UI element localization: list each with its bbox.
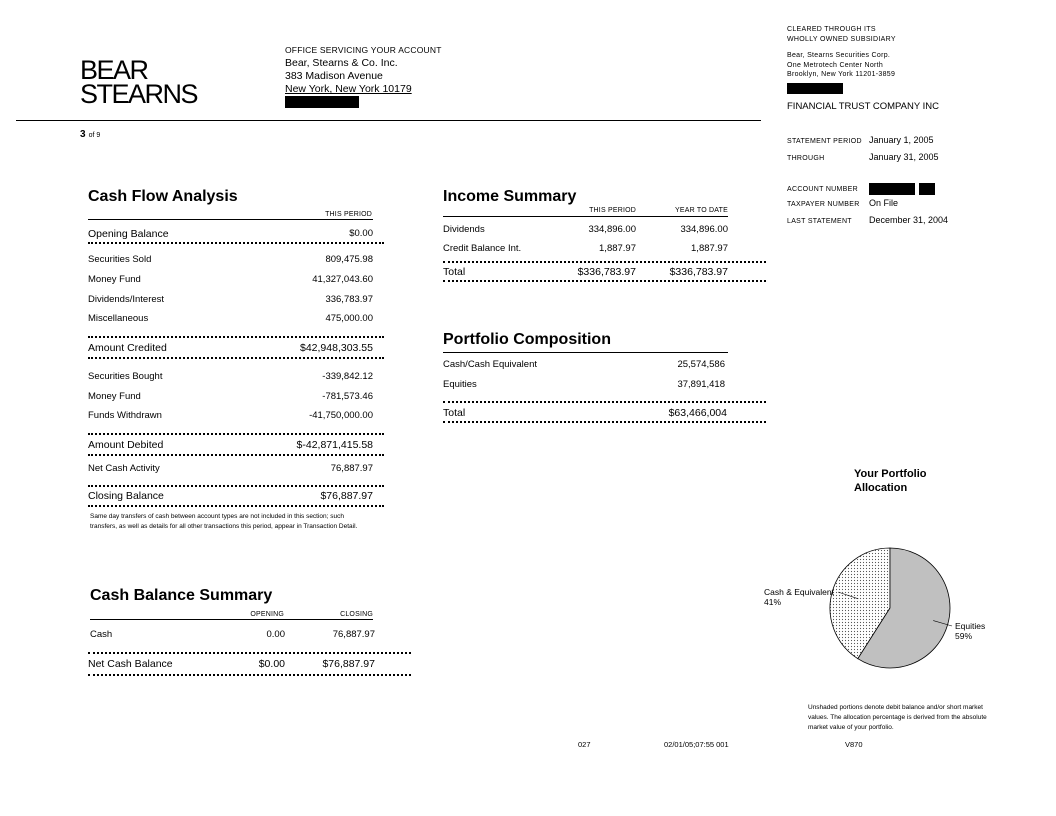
row-closing: $76,887.97 [322,658,375,670]
clearing-info [787,25,896,97]
dotted-divider [88,505,384,507]
row-this-period: $336,783.97 [577,266,636,278]
dotted-divider [88,674,411,676]
allocation-title-line-1: Your Portfolio [854,468,927,480]
row-value: 336,783.97 [325,294,373,305]
row-value: 37,891,418 [677,379,725,390]
table-row [88,410,373,421]
slice-label-cash [764,587,834,607]
row-label: Money Fund [88,274,141,285]
row-value: $0.00 [349,228,373,239]
table-row [90,629,375,640]
period-label: STATEMENT PERIOD [787,138,862,145]
row-value: -41,750,000.00 [309,410,373,421]
redaction-block [787,83,843,94]
redaction-block [869,183,915,195]
dotted-divider [443,280,766,282]
dotted-divider [88,433,384,435]
allocation-chart-title [854,467,927,495]
row-this-period: 1,887.97 [599,243,636,254]
row-value: -781,573.46 [322,391,373,402]
office-city: New York, New York 10179 [285,83,412,95]
statement-period-row [787,135,1017,145]
office-address [285,44,442,112]
row-value: 809,475.98 [325,254,373,265]
cash-balance-col-closing: CLOSING [340,611,373,618]
period-from: January 1, 2005 [869,135,934,145]
row-opening: 0.00 [266,629,285,640]
transfer-note: Same day transfers of cash between account types are not included in this section; such transfers, as well as details for all other transactions this period, appear in Transaction Detail. [90,513,358,530]
divider [443,352,728,353]
row-label: Cash/Cash Equivalent [443,359,537,370]
slice-label-text: Cash & Equivalent [764,587,834,597]
row-label: Net Cash Activity [88,463,160,474]
table-row [88,313,373,324]
table-row [88,274,373,285]
row-ytd: 1,887.97 [691,243,728,254]
row-label: Cash [90,629,113,640]
row-label: Opening Balance [88,228,169,240]
cash-balance-col-opening: OPENING [250,611,284,618]
dotted-divider [88,454,384,456]
row-label: Securities Sold [88,254,152,265]
account-name: FINANCIAL TRUST COMPANY INC [787,101,940,112]
dotted-divider [443,401,766,403]
row-value: 76,887.97 [330,463,373,474]
header-rule [16,120,761,121]
row-label: Funds Withdrawn [88,410,162,421]
income-summary-title: Income Summary [443,188,577,205]
table-row [88,254,373,265]
table-row [88,658,375,670]
redaction-block [919,183,935,195]
row-label: Money Fund [88,391,141,402]
row-value: $76,887.97 [320,490,373,502]
last-statement-value: December 31, 2004 [869,215,949,225]
row-label: Total [443,407,466,419]
table-row [443,224,728,235]
office-name: Bear, Stearns & Co. Inc. [285,57,398,69]
account-number-row [787,183,1017,195]
row-value: -339,842.12 [322,371,373,382]
through-row [787,152,1017,162]
allocation-footnote: Unshaded portions denote debit balance and/or short market values. The allocation percentage is derived from the absolute market value of your portfolio. [808,704,987,731]
slice-label-percent: 59% [955,631,973,641]
row-value: $-42,871,415.58 [296,439,373,451]
row-value: $63,466,004 [668,407,727,419]
taxpayer-value: On File [869,198,899,208]
cash-balance-title: Cash Balance Summary [90,587,273,604]
table-row [88,228,373,240]
period-to: January 31, 2005 [869,152,939,162]
footer-code-1: 027 [578,740,591,749]
income-col-this-period: THIS PERIOD [589,207,636,214]
income-col-ytd: YEAR TO DATE [675,207,728,214]
divider [88,219,373,220]
table-row [88,463,373,474]
bear-stearns-logo [80,55,200,109]
row-ytd: 334,896.00 [680,224,728,235]
page-current: 3 [80,129,86,140]
divider [90,619,373,620]
row-label: Amount Credited [88,342,167,354]
office-header: OFFICE SERVICING YOUR ACCOUNT [285,45,442,55]
last-statement-row [787,215,1017,225]
page-number [80,129,100,140]
row-value: 25,574,586 [677,359,725,370]
table-row [88,439,373,451]
table-row [443,266,728,278]
divider [443,216,728,217]
table-row [88,342,373,354]
office-street: 383 Madison Avenue [285,70,383,82]
redaction-block [285,96,359,108]
portfolio-composition-title: Portfolio Composition [443,331,611,348]
through-label: THROUGH [787,155,825,162]
cash-flow-title: Cash Flow Analysis [88,188,238,205]
row-label: Equities [443,379,477,390]
row-label: Dividends [443,224,485,235]
table-row [88,371,373,382]
row-label: Amount Debited [88,439,164,451]
table-row [88,294,373,305]
footer-timestamp: 02/01/05;07:55 001 [664,740,729,749]
row-value: 41,327,043.60 [312,274,373,285]
sub-city: Brooklyn, New York 11201-3859 [787,71,896,78]
row-this-period: 334,896.00 [588,224,636,235]
account-label: ACCOUNT NUMBER [787,186,858,194]
logo-line-2: STEARNS [80,79,198,109]
cleared-line-1: CLEARED THROUGH ITS [787,26,876,33]
slice-label-equities [955,621,985,641]
dotted-divider [443,421,766,423]
allocation-pie-chart [760,540,1000,680]
row-label: Securities Bought [88,371,163,382]
table-row [443,379,725,390]
dotted-divider [443,261,766,263]
table-row [88,391,373,402]
row-label: Closing Balance [88,490,164,502]
table-row [443,407,727,419]
row-label: Dividends/Interest [88,294,165,305]
sub-name: Bear, Stearns Securities Corp. [787,52,891,59]
table-row [443,243,728,254]
row-label: Miscellaneous [88,313,149,324]
row-label: Net Cash Balance [88,658,173,670]
table-row [88,490,373,502]
dotted-divider [88,485,384,487]
row-label: Total [443,266,466,278]
cleared-line-2: WHOLLY OWNED SUBSIDIARY [787,35,896,43]
dotted-divider [88,242,384,244]
row-closing: 76,887.97 [332,629,375,640]
page-total: of 9 [88,132,101,139]
dotted-divider [88,357,384,359]
taxpayer-row [787,198,1017,208]
cash-flow-col-header: THIS PERIOD [325,211,372,218]
slice-label-text: Equities [955,621,986,631]
allocation-title-line-2: Allocation [854,482,908,494]
last-statement-label: LAST STATEMENT [787,218,852,225]
row-value: 475,000.00 [325,313,373,324]
footer-code-2: V870 [845,740,863,749]
sub-street: One Metrotech Center North [787,61,884,69]
logo-line-1: BEAR [80,55,148,85]
table-row [443,359,725,370]
dotted-divider [88,652,411,654]
taxpayer-label: TAXPAYER NUMBER [787,201,860,208]
row-opening: $0.00 [258,658,285,670]
slice-label-percent: 41% [764,597,782,607]
row-label: Credit Balance Int. [443,243,522,254]
dotted-divider [88,336,384,338]
row-ytd: $336,783.97 [669,266,728,278]
row-value: $42,948,303.55 [300,342,373,354]
